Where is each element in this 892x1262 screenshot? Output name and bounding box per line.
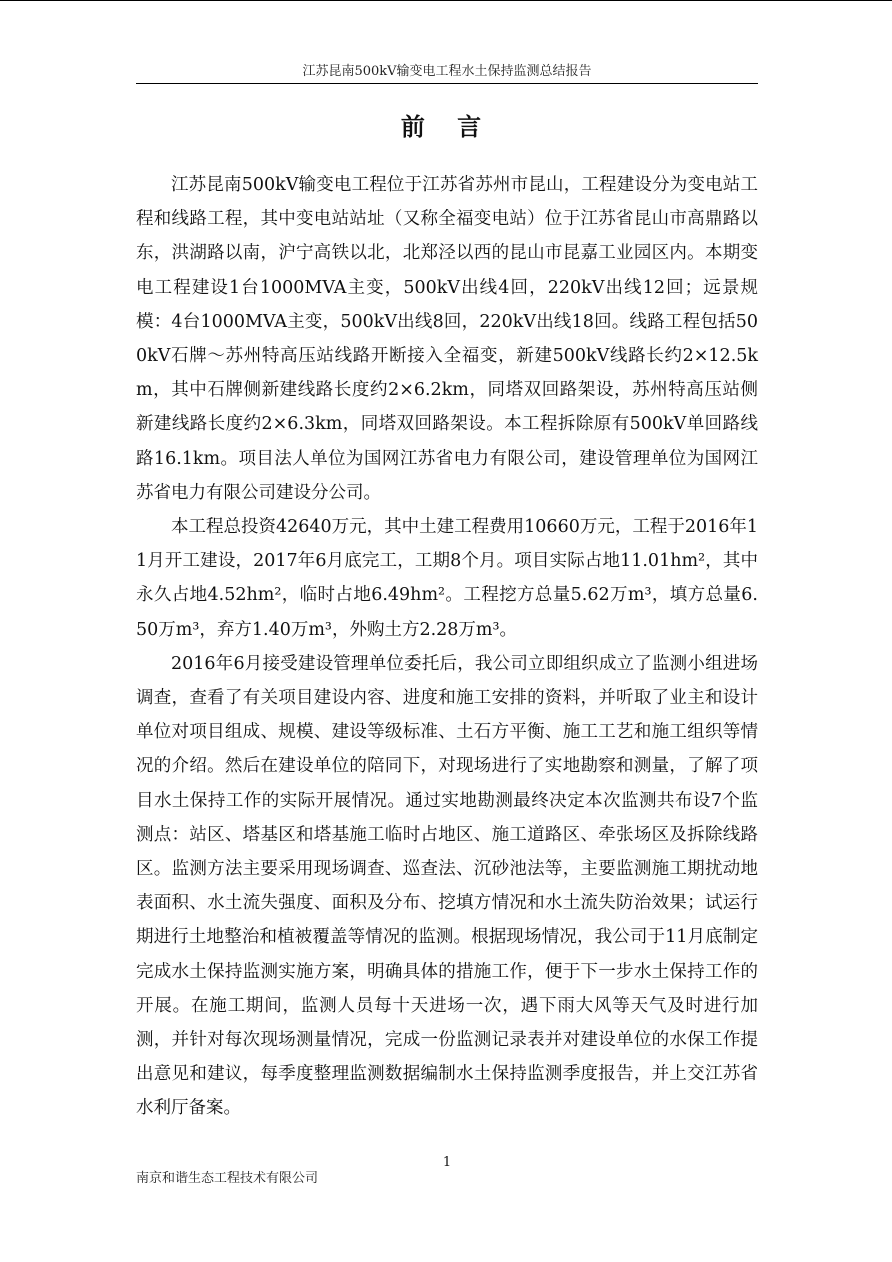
body-text [136,168,758,1126]
section-title: 前 言 [400,112,494,141]
footer-company: 南京和谐生态工程技术有限公司 [136,1171,319,1186]
page-number: 1 [442,1155,452,1170]
paragraph-monitoring: 2016年6月接受建设管理单位委托后，我公司立即组织成立了监测小组进场调查，查看了有关项目建设内容、进度和施工安排的资料，并听取了业主和设计单位对项目组成、规模、建设等级标准、土石方平衡、施工工艺和施工组织等情况的介绍。然后在建设单位的陪同下，对现场进行了实地勘察和测量，了解了项目水土保持工作的实际开展情况。通过实地勘测最终决定本次监测共布设7个监测点：站区、塔基区和塔基施工临时占地区、施工道路区、牵张场区及拆除线路区。监测方法主要采用现场调查、巡查法、沉砂池法等，主要监测施工期扰动地表面积、水土流失强度、面积及分布、挖填方情况和水土流失防治效果；试运行期进行土地整治和植被覆盖等情况的监测。根据现场情况，我公司于11月底制定完成水土保持监测实施方案，明确具体的措施工作，便于下一步水土保持工作的开展。在施工期间，监测人员每十天进场一次，遇下雨大风等天气及时进行加测，并针对每次现场测量情况，完成一份监测记录表并对建设单位的水保工作提出意见和建议，每季度整理监测数据编制水土保持监测季度报告，并上交江苏省水利厅备案。 [136,653,758,1119]
header-divider [136,83,758,84]
running-header: 江苏昆南500kV输变电工程水土保持监测总结报告 [302,64,592,79]
paragraph-project-overview: 江苏昆南500kV输变电工程位于江苏省苏州市昆山，工程建设分为变电站工程和线路工程，其中变电站站址（又称全福变电站）位于江苏省昆山市高鼎路以东，洪湖路以南，沪宁高铁以北，北郑泾以西的昆山市昆嘉工业园区内。本期变电工程建设1台1000MVA主变，500kV出线4回，220kV出线12回；远景规模：4台1000MVA主变，500kV出线8回，220kV出线18回。线路工程包括500kV石牌～苏州特高压站线路开断接入全福变，新建500kV线路长约2×12.5km，其中石牌侧新建线路长度约2×6.2km，同塔双回路架设，苏州特高压站侧新建线路长度约2×6.3km，同塔双回路架设。本工程拆除原有500kV单回路线路16.1km。项目法人单位为国网江苏省电力有限公司，建设管理单位为国网江苏省电力有限公司建设分公司。 [136,175,758,503]
page-top-border [0,0,892,1]
paragraph-investment: 本工程总投资42640万元，其中土建工程费用10660万元，工程于2016年11月开工建设，2017年6月底完工，工期8个月。项目实际占地11.01hm²，其中永久占地4.52hm²，临时占地6.49hm²。工程挖方总量5.62万m³，填方总量6.50万m³，弃方1.40万m³，外购土方2.28万m³。 [136,517,759,640]
